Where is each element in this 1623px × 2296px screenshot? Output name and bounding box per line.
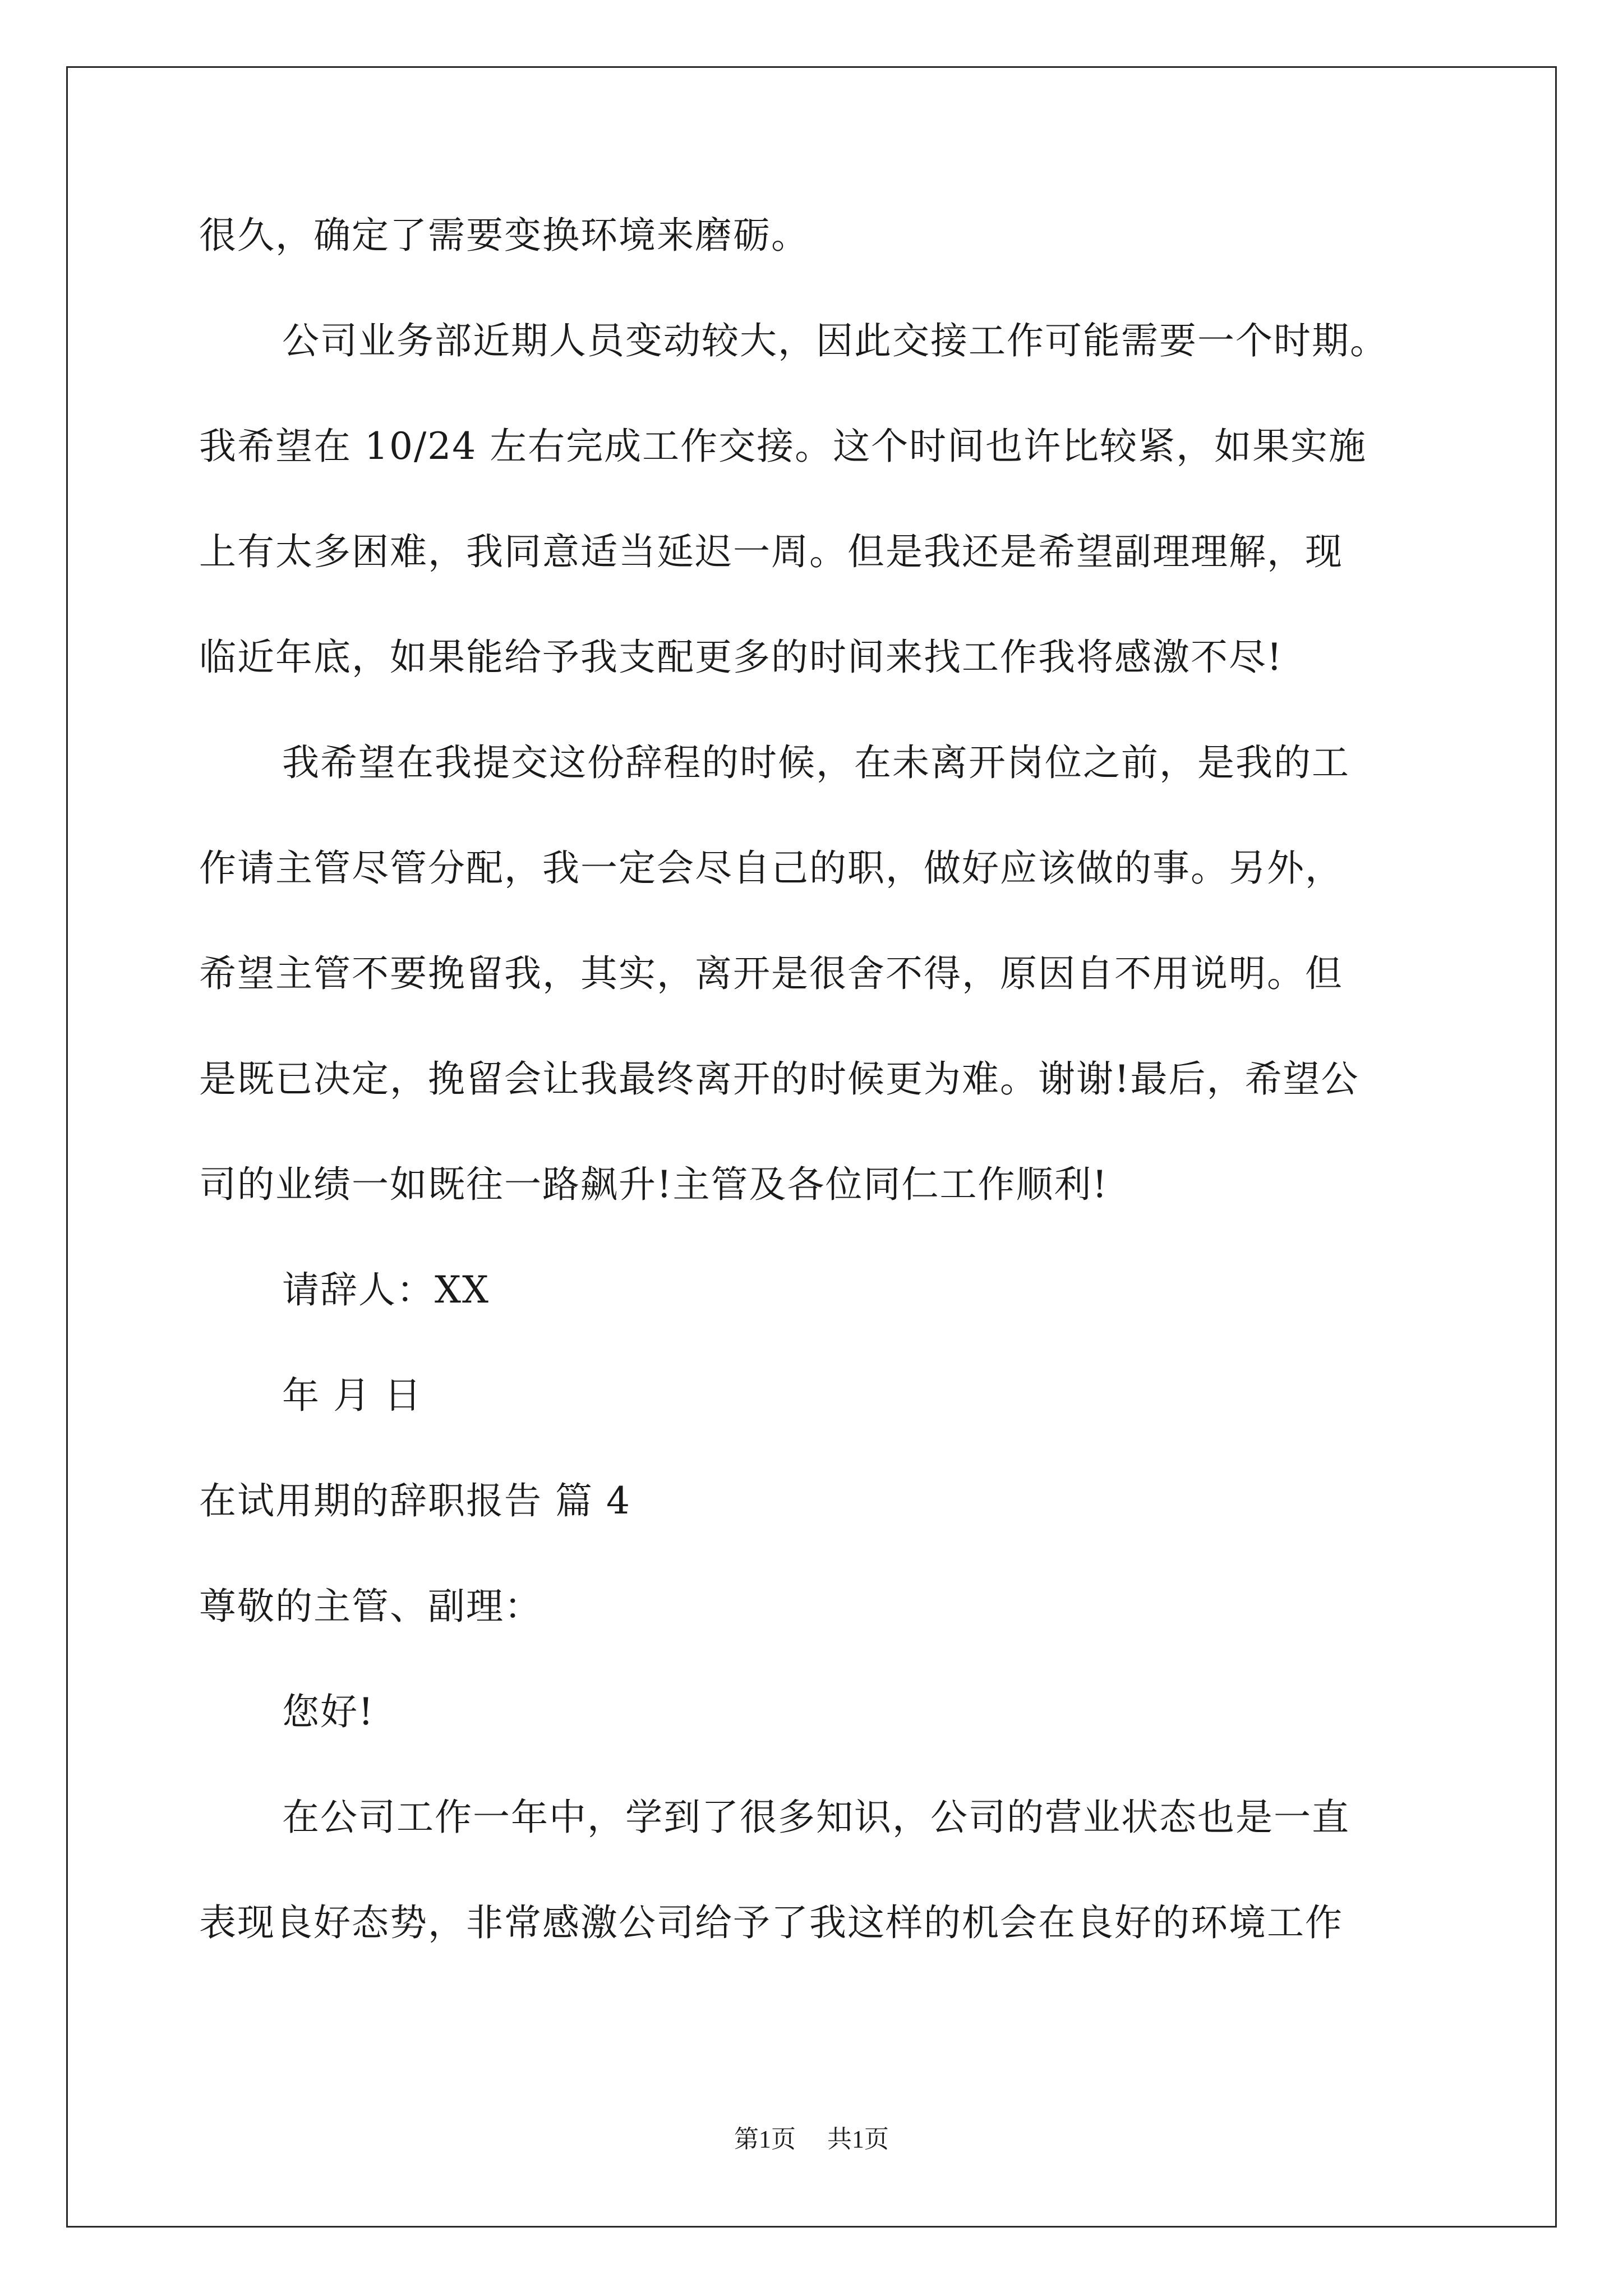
paragraph-line: 公司业务部近期人员变动较大，因此交接工作可能需要一个时期。 [282, 319, 1388, 362]
greeting: 您好! [282, 1690, 375, 1733]
date-line: 年 月 日 [282, 1374, 422, 1417]
paragraph-line: 在公司工作一年中，学到了很多知识，公司的营业状态也是一直 [282, 1796, 1350, 1839]
paragraph-line: 我希望在 10/24 左右完成工作交接。这个时间也许比较紧，如果实施 [199, 425, 1367, 468]
paragraph-line: 表现良好态势，非常感激公司给予了我这样的机会在良好的环境工作 [199, 1901, 1343, 1944]
paragraph-line: 是既已决定，挽留会让我最终离开的时候更为难。谢谢!最后，希望公 [199, 1057, 1359, 1101]
signature-line: 请辞人：XX [282, 1268, 490, 1312]
page-number-current: 第1页 [734, 2125, 796, 2153]
paragraph-line: 临近年底，如果能给予我支配更多的时间来找工作我将感激不尽! [199, 636, 1283, 679]
paragraph-line: 希望主管不要挽留我，其实，离开是很舍不得，原因自不用说明。但 [199, 952, 1343, 995]
page-number-total: 共1页 [827, 2125, 889, 2153]
paragraph-line: 司的业绩一如既往一路飙升!主管及各位同仁工作顺利! [199, 1163, 1109, 1206]
salutation: 尊敬的主管、副理： [199, 1585, 542, 1628]
paragraph-line: 很久，确定了需要变换环境来磨砺。 [199, 214, 809, 257]
paragraph-line: 上有太多困难，我同意适当延迟一周。但是我还是希望副理理解，现 [199, 530, 1343, 573]
paragraph-line: 我希望在我提交这份辞程的时候，在未离开岗位之前，是我的工 [282, 741, 1350, 784]
section-heading: 在试用期的辞职报告 篇 4 [199, 1479, 631, 1522]
page-footer [0, 2124, 1623, 2155]
paragraph-line: 作请主管尽管分配，我一定会尽自己的职，做好应该做的事。另外， [199, 846, 1343, 890]
